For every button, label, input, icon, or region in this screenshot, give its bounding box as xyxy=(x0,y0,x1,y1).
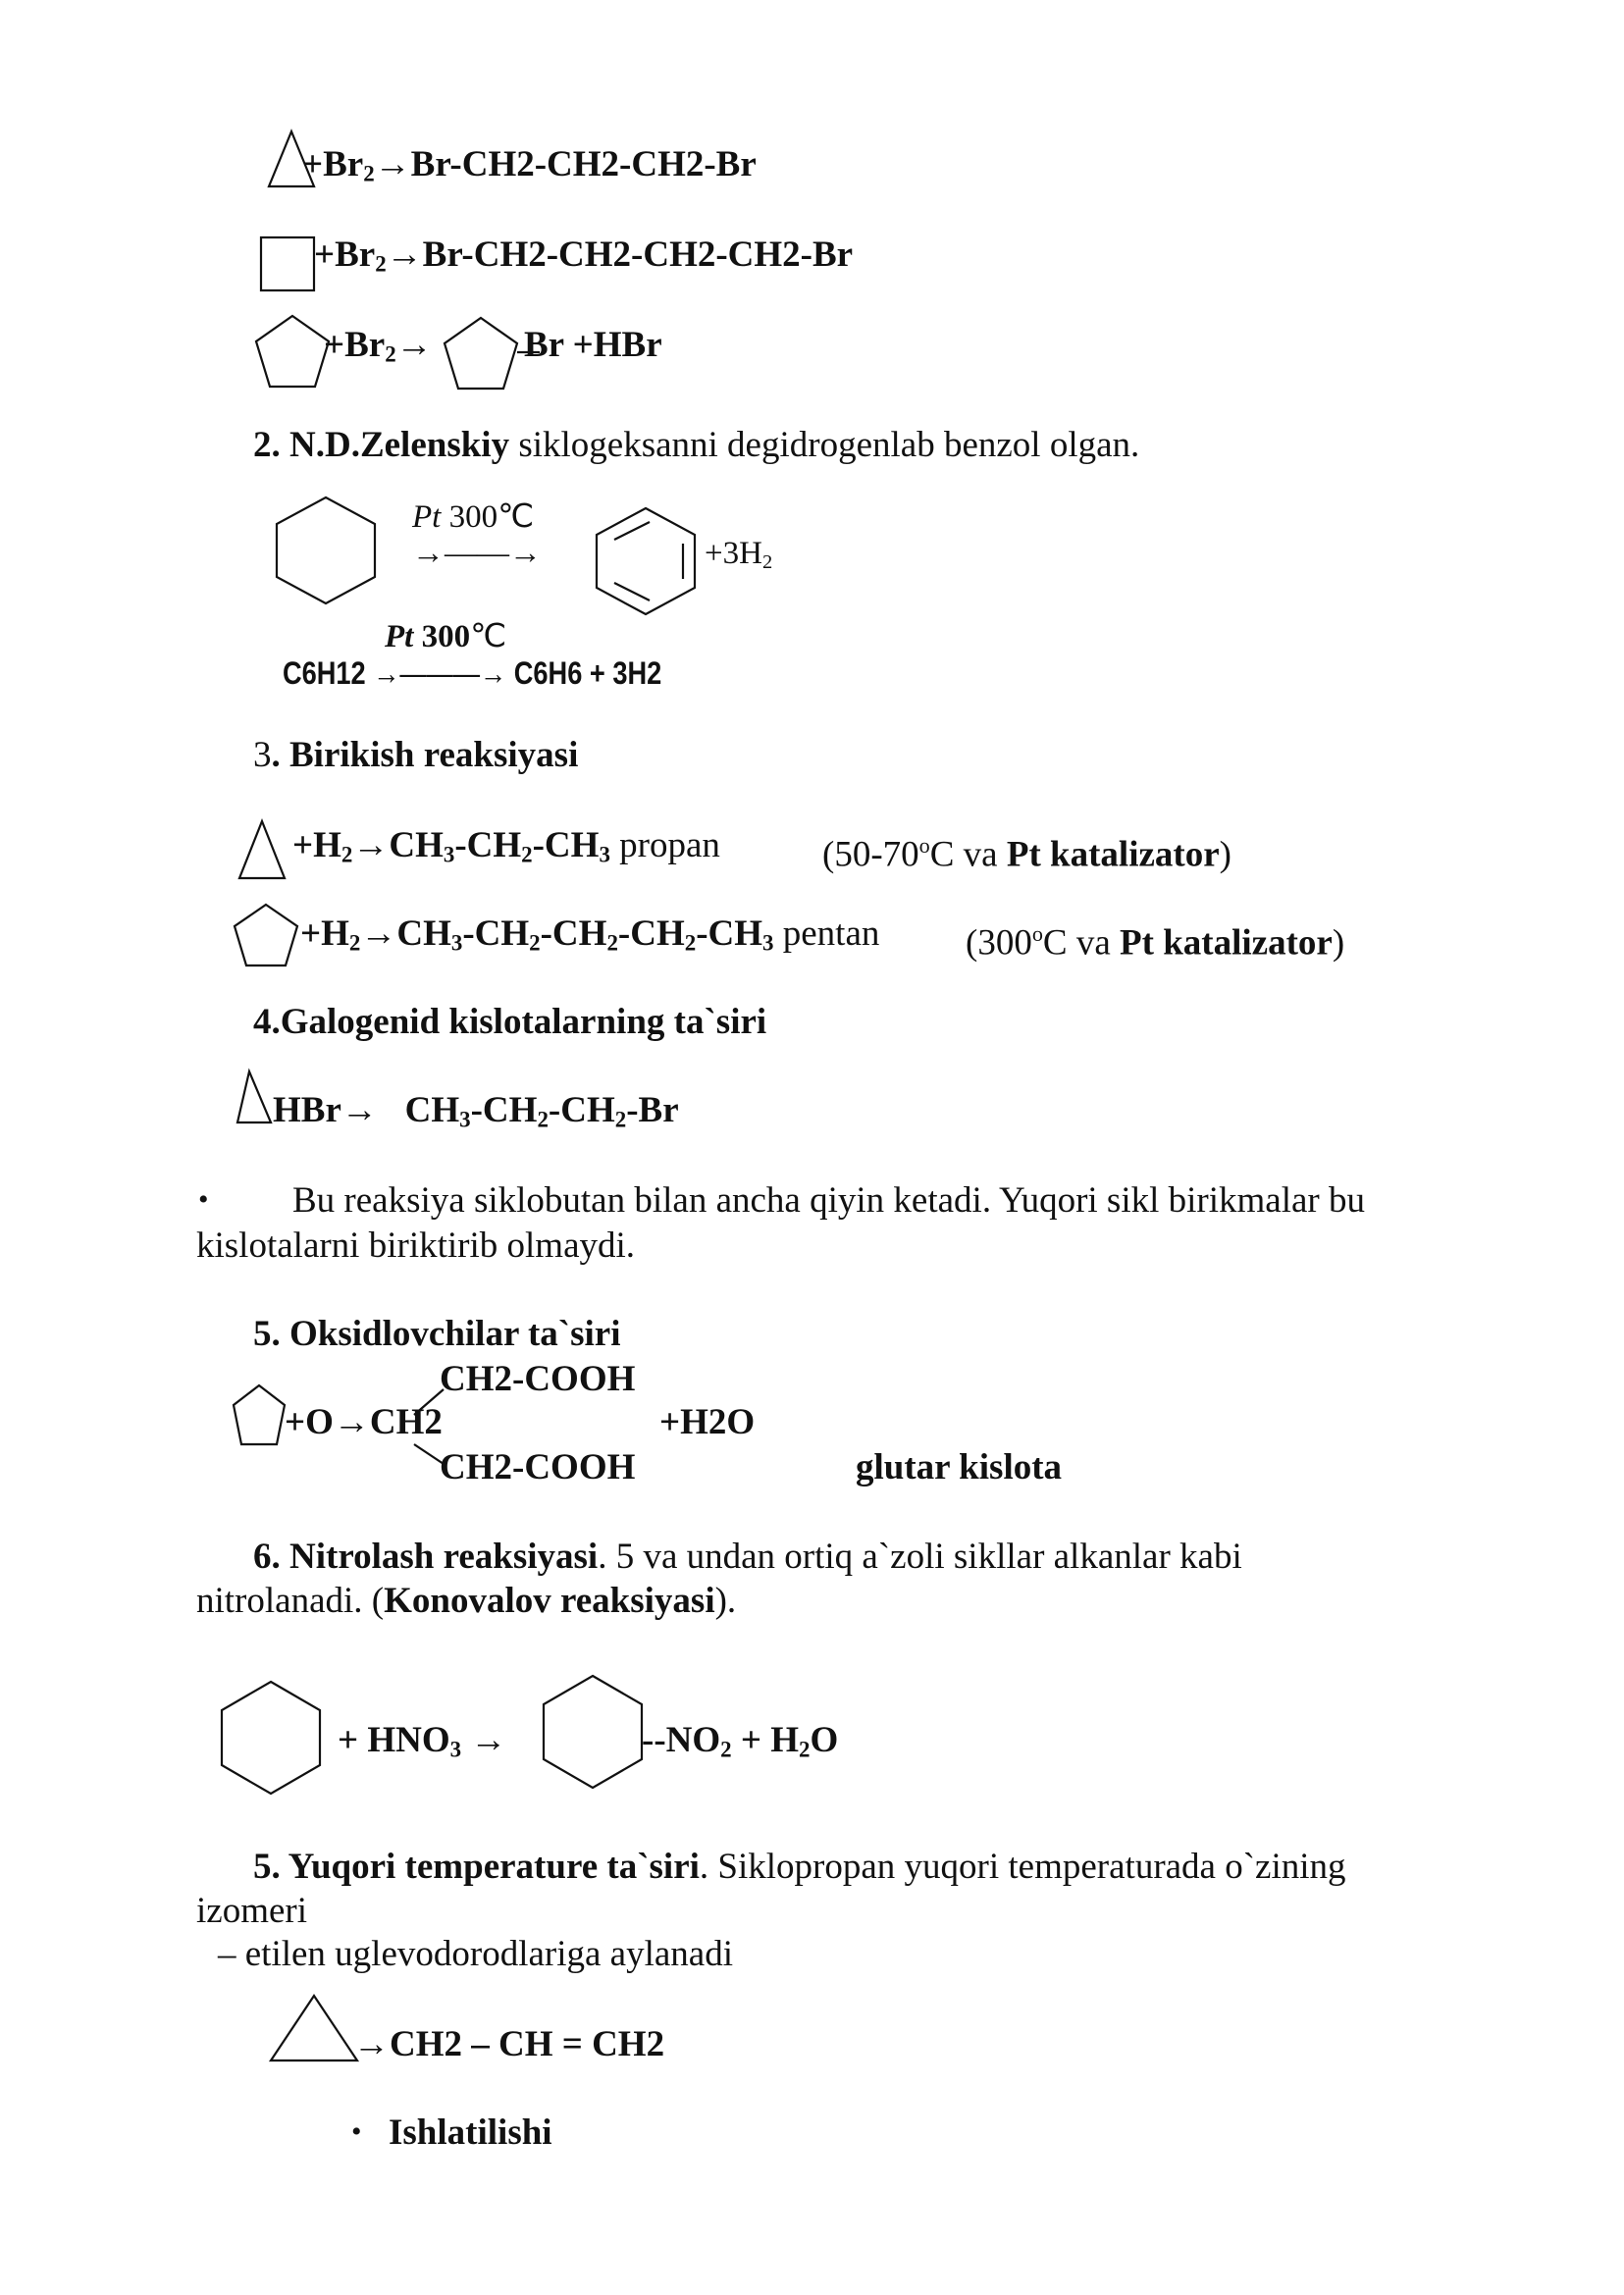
section-2-heading xyxy=(253,424,1139,467)
formula-left: C6H12 xyxy=(283,655,366,691)
usage-heading: Ishlatilishi xyxy=(389,2112,552,2153)
section-6-heading-text: . 5 va undan ortiq a`zoli sikllar alkanlar kabi xyxy=(598,1537,1242,1577)
section-6-line2-a: nitrolanadi. ( xyxy=(196,1581,385,1621)
nitro-sub: 2 xyxy=(720,1737,732,1762)
hydrogenation-2-cond-bold: Pt katalizator xyxy=(1120,922,1333,964)
section-7-heading-text: . Siklopropan yuqori temperaturada o`zining xyxy=(699,1847,1346,1887)
condition-1-temp: 300℃ xyxy=(448,499,535,535)
hydrohalogenation-reagent: HBr→ xyxy=(273,1090,378,1130)
section-2-heading-text: siklogeksanni degidrogenlab benzol olgan. xyxy=(509,425,1140,465)
cyclopropane-icon xyxy=(237,819,287,880)
section-6-line2-b: ). xyxy=(714,1581,737,1621)
hydrogenation-1-cond-sup: o xyxy=(918,833,930,858)
note-line-1: Bu reaksiya siklobutan bilan ancha qiyin ketadi. Yuqori sikl birikmalar bu xyxy=(292,1180,1365,1221)
section-7-text xyxy=(196,1845,1465,1889)
reaction-2: $+Br_2\to Br-CH2-CH2-CH2-CH2-Br$ xyxy=(314,235,854,277)
hydrogen-product-sub: 2 xyxy=(761,551,773,574)
water-part: + H xyxy=(731,1720,799,1760)
reaction-3-product: Br +HBr xyxy=(524,325,662,365)
hydrogenation-2-cond-b: C va xyxy=(1042,922,1121,964)
reaction-1-product: CH2-CH2-CH2-Br xyxy=(461,144,757,184)
product-part-b: -CH xyxy=(470,1090,538,1130)
product-part-c: -CH xyxy=(548,1090,615,1130)
water-o: O xyxy=(810,1720,839,1760)
hydrohalogenation: HBr→ $CH_3-CH_2-CH_2-Br$ xyxy=(273,1090,679,1132)
benzene-icon xyxy=(593,506,699,616)
note-line-2: kislotalarni biriktirib olmaydi. xyxy=(196,1226,636,1266)
condition-2-temp: 300 xyxy=(421,619,471,654)
condition-2-unit: ℃ xyxy=(470,619,507,654)
product-part-d: -Br xyxy=(626,1090,679,1130)
water-sub: 2 xyxy=(799,1737,811,1762)
section-3-heading xyxy=(253,734,578,777)
nitration-arrow: → xyxy=(461,1720,507,1760)
oxidation-reagent: +O→CH2 xyxy=(285,1402,443,1442)
hydrogen-product xyxy=(705,536,772,574)
nitration-reagent xyxy=(338,1719,506,1772)
section-7-line-3: – etilen uglevodorodlariga aylanadi xyxy=(218,1934,734,1974)
section-7-heading: 5. Yuqori temperature ta`siri xyxy=(253,1847,700,1887)
nitration-product xyxy=(642,1719,838,1772)
condition-1-catalyst: Pt xyxy=(412,499,442,535)
hydrogenation-2-cond-a: (300 xyxy=(966,922,1032,964)
condition-1 xyxy=(412,496,534,536)
nitric-acid: + HNO xyxy=(338,1720,450,1760)
oxidation-bottom-branch: CH2-COOH xyxy=(440,1447,636,1487)
hydrogenation-1: $+H_2\to CH_3-CH_2-CH_3$ propan xyxy=(292,825,720,867)
cyclopentane-icon xyxy=(232,1383,287,1446)
cyclopropane-icon xyxy=(269,1994,359,2062)
cyclohexane-icon xyxy=(218,1680,324,1796)
usage-bullet: • xyxy=(351,2115,362,2148)
hydrogen-product-text: +3H xyxy=(705,536,762,571)
condition-2-catalyst: Pt xyxy=(385,619,414,654)
hydrogenation-2-cond-c: ) xyxy=(1332,922,1345,964)
section-3-heading-number: 3 xyxy=(253,735,272,775)
cyclopentane-icon xyxy=(253,314,332,389)
cyclohexane-icon xyxy=(273,496,379,605)
hydrogenation-1-cond-c: ) xyxy=(1219,834,1231,875)
oxidation-top-branch: CH2-COOH xyxy=(440,1359,636,1399)
note-bullet: • xyxy=(198,1183,209,1216)
cyclobutane-icon xyxy=(259,235,316,292)
cyclopentane-icon xyxy=(232,903,300,967)
reaction-1: $+Br_2\to Br-CH2-CH2-CH2-Br$ xyxy=(302,144,757,186)
cyclopentyl-icon xyxy=(442,316,520,391)
reaction-3-reagent: $+Br_2\to$ xyxy=(324,325,433,367)
formula-right: C6H6 + 3H2 xyxy=(513,655,662,691)
isomerization-product: →CH2 – CH = CH2 xyxy=(353,2024,665,2064)
section-7-line-2: izomeri xyxy=(196,1891,308,1931)
section-6-text xyxy=(196,1535,1465,1623)
formula-line xyxy=(283,655,661,692)
hydrogenation-2-cond-sup: o xyxy=(1031,921,1043,946)
section-3-heading-text: . Birikish reaksiyasi xyxy=(271,735,579,775)
condition-1-arrow: →——→ xyxy=(412,536,542,571)
konovalov-reaction: Konovalov reaksiyasi xyxy=(384,1581,715,1621)
condition-2 xyxy=(385,616,506,655)
cyclohexyl-icon xyxy=(540,1674,646,1790)
section-5-heading: 5. Oksidlovchilar ta`siri xyxy=(253,1314,621,1354)
nitro-group: --NO xyxy=(642,1720,721,1760)
hydrogenation-1-name: propan xyxy=(619,825,720,865)
water-product: +H2O xyxy=(659,1402,756,1442)
hydrogenation-2-condition xyxy=(966,913,1344,965)
hydrogenation-2-name: pentan xyxy=(782,913,880,954)
hydrogenation-1-cond-b: C va xyxy=(929,834,1007,875)
hydrogenation-1-cond-a: (50-70 xyxy=(822,834,919,875)
reaction-2-product: CH2-CH2-CH2-CH2-Br xyxy=(473,235,854,275)
section-2-heading-number: 2. N.D.Zelenskiy xyxy=(253,425,510,465)
cyclopropane-icon xyxy=(236,1069,275,1124)
hydrogenation-1-cond-bold: Pt katalizator xyxy=(1006,834,1220,875)
section-4-heading: 4.Galogenid kislotalarning ta`siri xyxy=(253,1002,767,1042)
section-6-heading: 6. Nitrolash reaksiyasi xyxy=(253,1537,599,1577)
product-part-a: CH xyxy=(404,1090,460,1130)
nitric-acid-sub: 3 xyxy=(449,1737,462,1762)
glutaric-acid-label: glutar kislota xyxy=(856,1447,1063,1487)
formula-arrow: →———→ xyxy=(373,655,507,691)
hydrogenation-2: $+H_2\to CH_3-CH_2-CH_2-CH_2-CH_3$ pentan xyxy=(300,913,880,956)
hydrogenation-1-condition xyxy=(822,824,1231,876)
